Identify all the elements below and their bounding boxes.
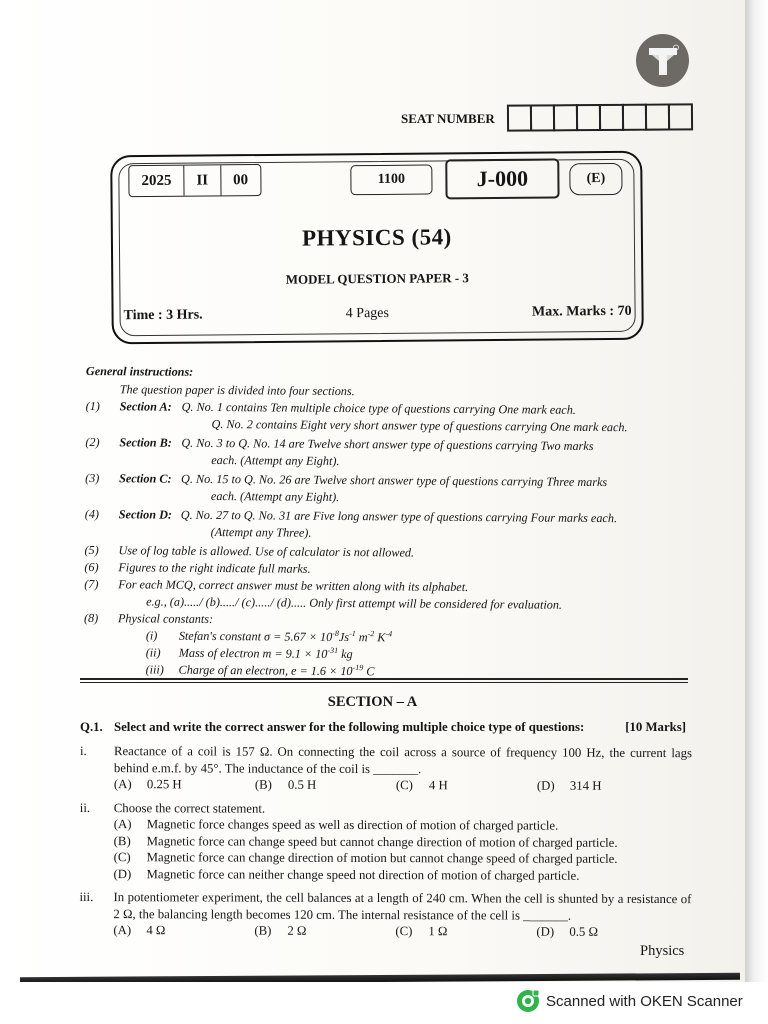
constant-item: (i) Stefan's constant $\sigma = 5.67 \times 10^{-8}Js^{-1}$ $m^{-2}$ $K^{-4}$	[145, 628, 393, 645]
general-instructions	[84, 363, 706, 683]
medium-code: (E)	[569, 163, 622, 195]
instruction-item: (1) Section A: Q. No. 1 contains Ten multiple choice type of questions carrying One mark each.	[85, 398, 576, 417]
options-row: (A) 0.25 H (B) 0.5 H (C) 4 H (D) 314 H	[113, 777, 602, 793]
instruction-continuation: (Attempt any Three).	[210, 524, 312, 540]
instruction-continuation: each. (Attempt any Eight).	[211, 452, 340, 468]
instruction-continuation: each. (Attempt any Eight).	[210, 488, 340, 504]
page-bottom-edge	[20, 973, 740, 982]
instructions-intro: The question paper is divided into four sections.	[119, 382, 355, 399]
footer-subject: Physics	[640, 943, 685, 959]
question-heading: Q.1. Select and write the correct answer for the following multiple choice type of questions: [10 Marks]	[80, 720, 686, 734]
constant-item: (ii) Mass of electron $m = 9.1 \times 10^{-31}$ kg	[145, 645, 353, 662]
question-marks: [10 Marks]	[625, 720, 686, 734]
instruction-item: (4) Section D: Q. No. 27 to Q. No. 31 are Five long answer type of questions carrying Four marks each.	[84, 506, 618, 526]
seat-number-boxes[interactable]	[509, 103, 693, 131]
paper-header	[110, 151, 644, 345]
section-divider	[80, 682, 688, 683]
scanner-label: Scanned with OKEN Scanner	[546, 992, 743, 1010]
paper-code: J-000	[445, 158, 559, 199]
physical-constants	[84, 627, 704, 683]
term-code: II	[183, 165, 220, 195]
instruction-item: (8) Physical constants:	[83, 610, 214, 627]
paper-code-group	[128, 164, 261, 197]
instructions-heading: General instructions:	[85, 363, 194, 379]
mcq-example: e.g., (a)...../ (b)...../ (c)...../ (d)..... Only first attempt will be considered for evaluation.	[146, 594, 563, 612]
max-marks-label: Max. Marks : 70	[531, 303, 632, 320]
instruction-item: (6) Figures to the right indicate full marks.	[84, 559, 311, 576]
question-item: i. Reactance of a coil is 157 Ω. On connecting the coil across a source of frequency 100 Hz, the current lags behind e.m.f. by 45°. The inductance of the coil is _______. (A) 0.25 H (B) 0.5 H (C) 4 H (D) 314 H	[79, 744, 692, 793]
section-divider	[80, 678, 688, 680]
instruction-item: (7) For each MCQ, correct answer must be written along with its alphabet.	[84, 576, 469, 595]
instruction-continuation: Q. No. 2 contains Eight very short answer type of questions carrying One mark each.	[211, 416, 628, 435]
scanner-watermark	[516, 989, 743, 1013]
time-label: Time : 3 Hrs.	[123, 307, 203, 324]
constant-item: (iii) Charge of an electron, $e = 1.6 \times 10^{-19}$ C	[145, 662, 375, 679]
page-shadow-edge	[745, 0, 768, 982]
code-number: 1100	[350, 165, 432, 196]
scanner-logo-icon	[516, 989, 540, 1013]
question-item: ii. Choose the correct statement. (A) Magnetic force changes speed as well as direction of motion of charged particle. (B) Magnetic force can change speed but cannot change direction of motion of charged particle. (C) Magnetic force can change direction of motion but cannot change speed of charged particle. (D) Magnetic force can neither change speed not direction of motion of charged particle.	[79, 800, 618, 883]
question-item: iii. In potentiometer experiment, the cell balances at a length of 240 cm. When the cell is shunted by a resistance of 2 Ω, the balancing length becomes 120 cm. The internal resistance of the cell is _______. (A) 4 Ω (B) 2 Ω (C) 1 Ω (D) 0.5 Ω	[79, 889, 692, 939]
year-code: 2025	[141, 172, 172, 189]
series-code: 00	[220, 165, 260, 195]
instruction-item: (5) Use of log table is allowed. Use of calculator is not allowed.	[84, 542, 415, 560]
publisher-logo	[636, 34, 689, 87]
options-row: (A) 4 Ω (B) 2 Ω (C) 1 Ω (D) 0.5 Ω	[113, 923, 599, 939]
instruction-item: (2) Section B: Q. No. 3 to Q. No. 14 are Twelve short answer type of questions carrying Two marks	[85, 434, 594, 453]
paper-title: PHYSICS (54)	[301, 224, 452, 251]
seat-number-label: SEAT NUMBER	[401, 111, 495, 126]
instruction-item: (3) Section C: Q. No. 15 to Q. No. 26 are Twelve short answer type of questions carrying Three marks	[85, 470, 608, 490]
paper-subtitle: MODEL QUESTION PAPER - 3	[285, 270, 469, 287]
pages-label: 4 Pages	[345, 305, 389, 322]
question-list	[79, 743, 692, 948]
section-title: SECTION – A	[327, 694, 418, 710]
